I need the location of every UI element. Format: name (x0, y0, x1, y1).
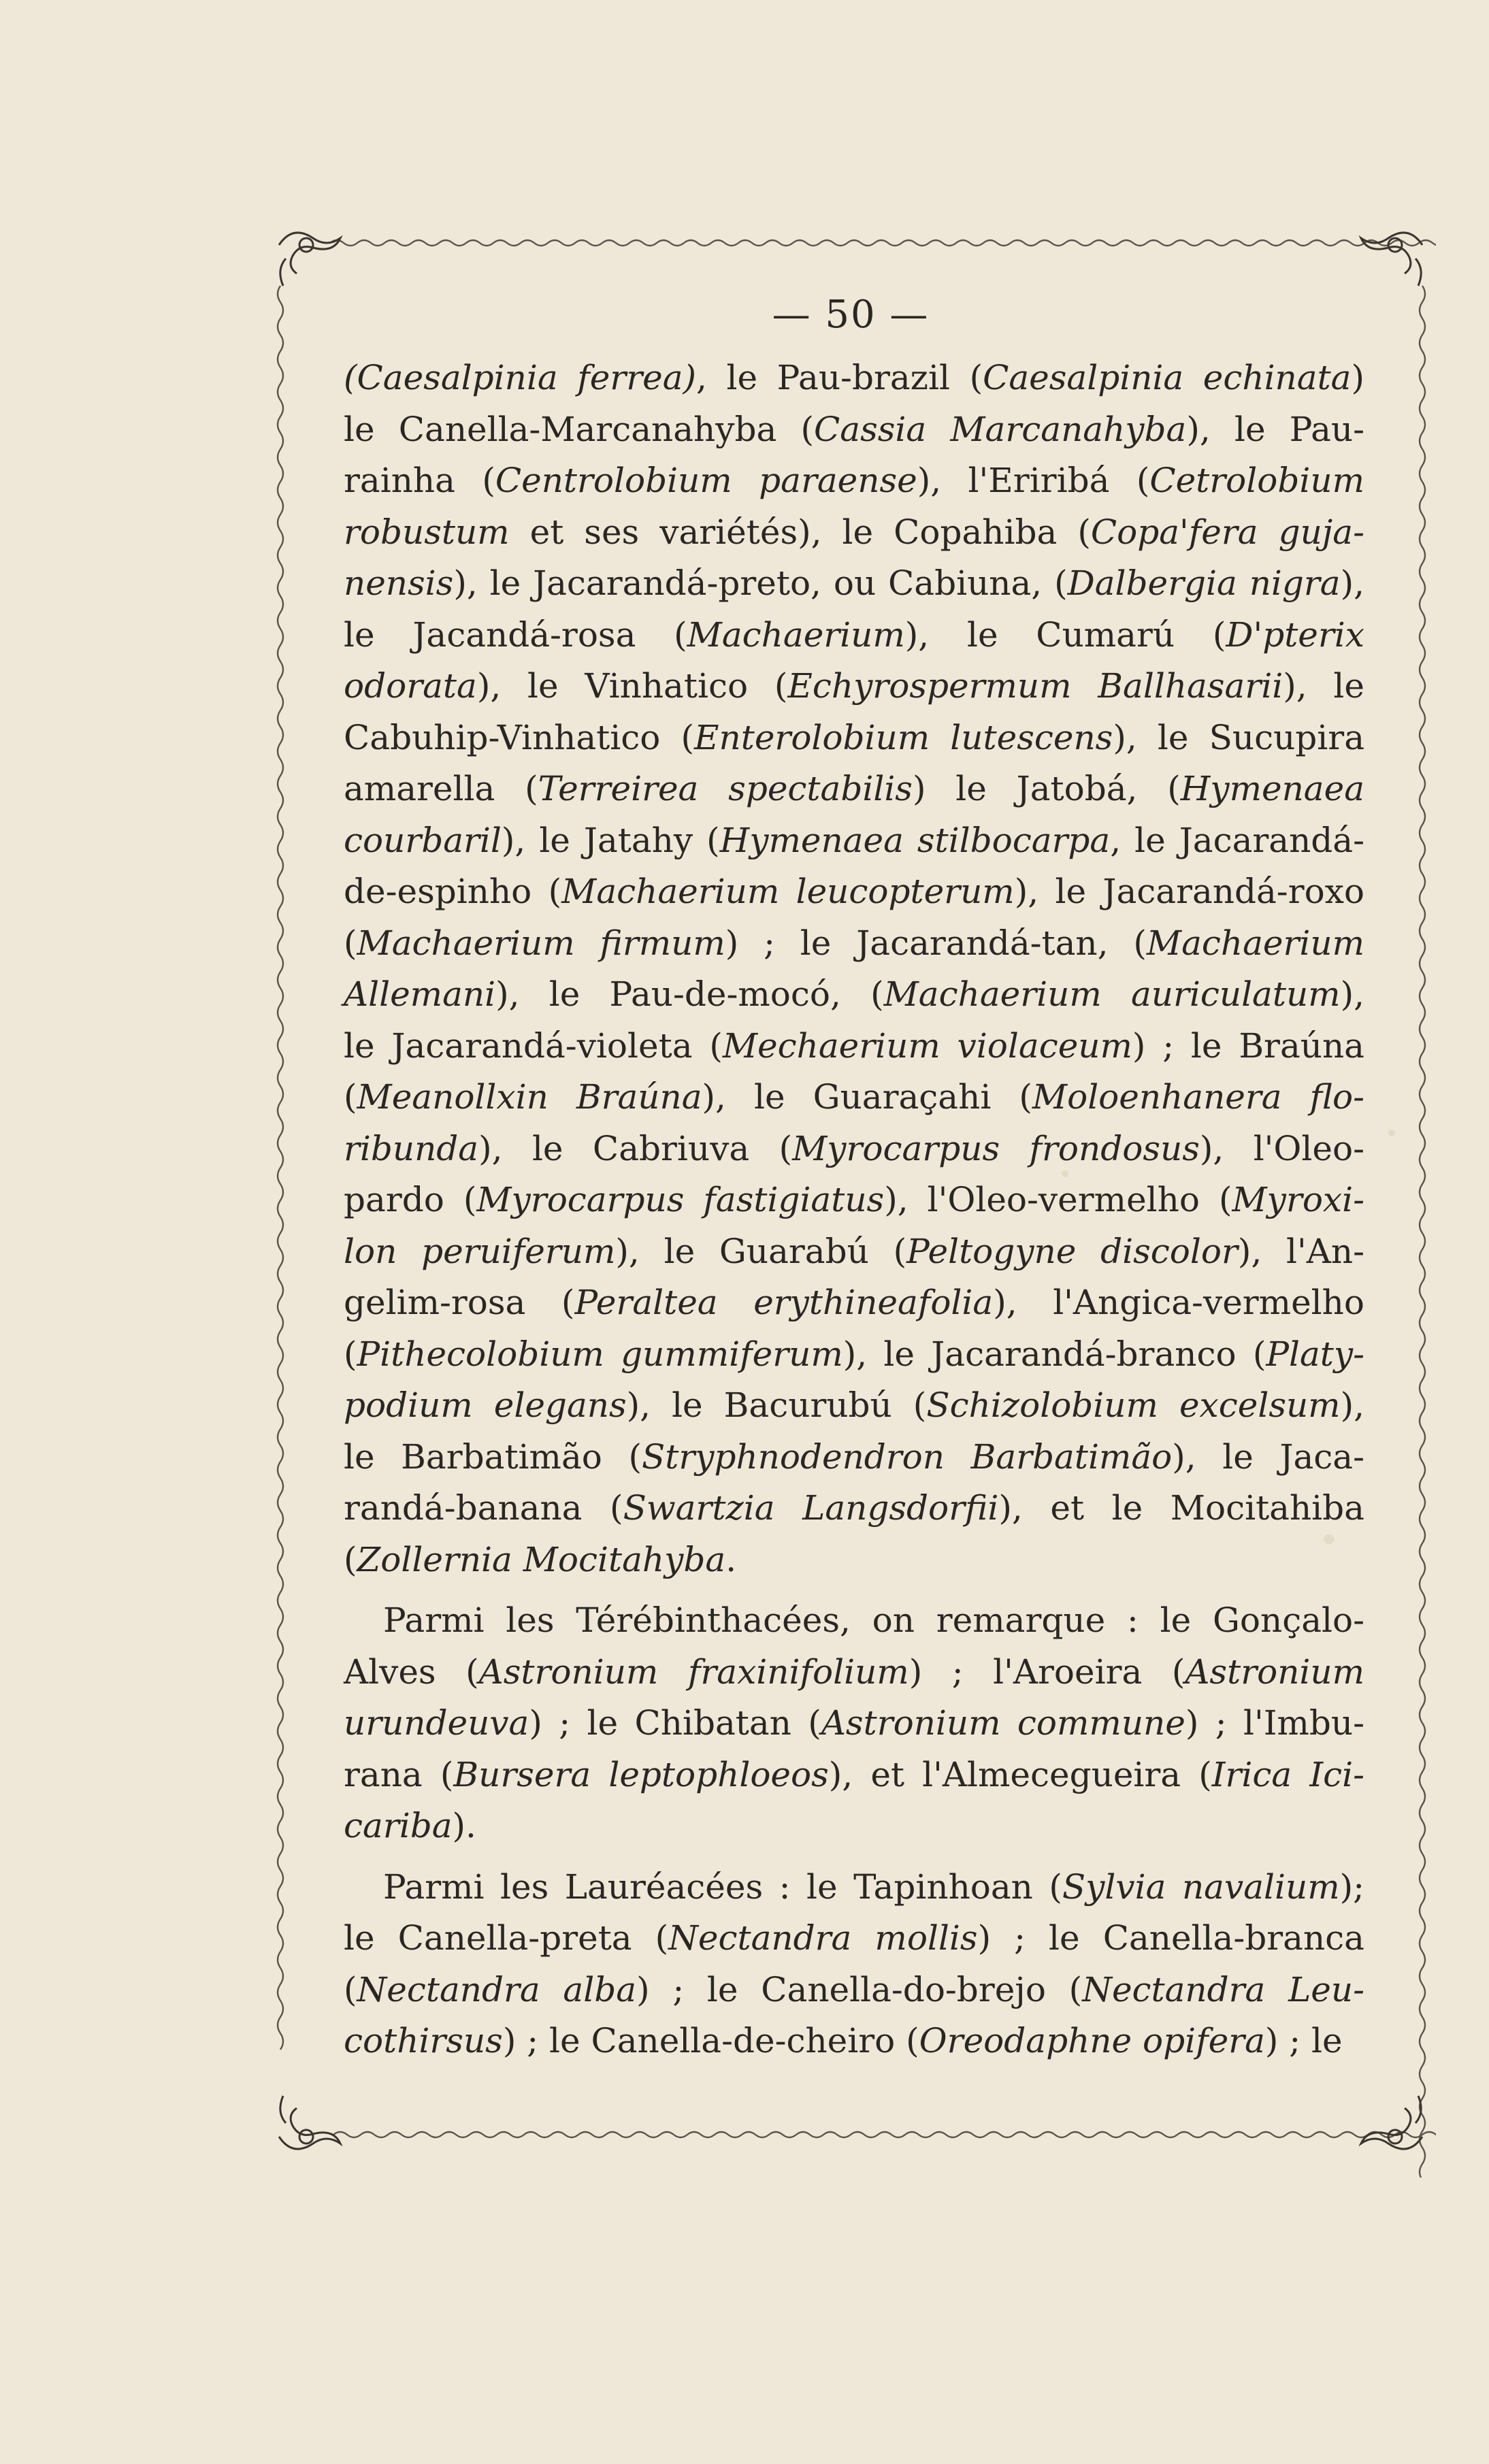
text-line (344, 1862, 1364, 1913)
species-name: Machaerium auriculatum (883, 974, 1341, 1014)
text-run: ), le Sucupira (1113, 717, 1365, 757)
text-line (344, 610, 1364, 661)
species-name: Nectandra alba (357, 1969, 637, 2009)
text-line (344, 1380, 1364, 1432)
text-line (344, 1801, 1364, 1852)
text-line (344, 1174, 1364, 1226)
species-name: courbaril (344, 820, 502, 860)
text-line (344, 1483, 1364, 1534)
paragraph-gap (344, 1586, 1364, 1595)
text-run: ), (1340, 563, 1365, 603)
text-line (344, 507, 1364, 559)
text-run: ) ; le Canella-do-brejo ( (636, 1969, 1083, 2009)
species-name: Echyrospermum Ballhasarii (787, 666, 1283, 706)
species-name: Myrocarpus fastigiatus (476, 1180, 885, 1219)
text-run: ), le Jacarandá-preto, ou Cabiuna, ( (453, 563, 1068, 603)
text-run: ), l'An- (1237, 1231, 1364, 1271)
text-run: ), le Pau-de-mocó, ( (495, 974, 884, 1014)
text-run: ( (344, 1077, 357, 1117)
paragraph-gap (344, 1852, 1364, 1862)
text-run: pardo ( (344, 1180, 477, 1219)
text-run: , le Pau-brazil ( (696, 358, 983, 397)
species-name: Myrocarpus frondosus (792, 1128, 1200, 1168)
species-name: Cetrolobium (1149, 461, 1364, 500)
text-line (344, 352, 1364, 404)
species-name: D'pterix (1226, 614, 1364, 655)
species-name: odorata (344, 666, 477, 706)
text-run: rainha ( (344, 461, 495, 500)
text-line (344, 1913, 1364, 1965)
text-line (344, 815, 1364, 867)
text-run: le Canella-Marcanahyba ( (344, 409, 814, 449)
text-run: ), (1340, 974, 1364, 1014)
species-name: Astronium fraxinifolium (478, 1652, 909, 1692)
text-run: ), le Cabriuva ( (478, 1128, 793, 1168)
text-run: ) ; le (1264, 2021, 1343, 2060)
species-name: Caesalpinia echinata (983, 358, 1352, 397)
text-run: , le Jacarandá- (1110, 820, 1365, 860)
species-name: Zollernia Mocitahyba (357, 1539, 726, 1579)
text-line (344, 1072, 1364, 1123)
text-run: le Canella-preta ( (344, 1918, 669, 1958)
text-run: ), l'Oleo- (1199, 1128, 1364, 1168)
species-name: Astronium (1185, 1652, 1364, 1692)
text-run: ), le Jacarandá-branco ( (842, 1334, 1266, 1374)
text-line (344, 969, 1364, 1021)
text-run: ), le Jaca- (1172, 1436, 1364, 1477)
text-run: ), le Pau- (1186, 409, 1365, 449)
text-run: ) ; le Canella-branca (977, 1918, 1364, 1958)
text-run: ), le (1283, 666, 1365, 706)
species-name: Oreodaphne opifera (919, 2021, 1265, 2060)
page-frame (265, 204, 1436, 2178)
species-name: Platy- (1266, 1334, 1365, 1374)
text-run: rana ( (344, 1754, 454, 1794)
species-name: (Caesalpinia ferrea) (344, 358, 697, 397)
species-name: Myroxi- (1232, 1180, 1364, 1219)
text-line (344, 1647, 1364, 1698)
text-run: ( (344, 1539, 357, 1579)
species-name: Irica Ici- (1211, 1754, 1365, 1794)
text-run: ) ; le Canella-de-cheiro ( (502, 2021, 919, 2060)
text-line (344, 1432, 1364, 1483)
text-run: ), le Bacurubú ( (626, 1385, 927, 1425)
text-run: . (725, 1539, 737, 1579)
species-name: Machaerium (1146, 923, 1364, 963)
text-run: ) ; le Chibatan ( (529, 1703, 821, 1743)
text-run: le Barbatimão ( (344, 1436, 642, 1477)
text-run: ), l'Oleo-vermelho ( (884, 1180, 1232, 1219)
text-line (344, 1534, 1364, 1586)
species-name: ribunda (344, 1128, 479, 1168)
text-run: ), le Jacarandá-roxo (1014, 872, 1364, 911)
species-name: Moloenhanera flo- (1032, 1077, 1364, 1117)
text-line (344, 1226, 1364, 1278)
text-line (344, 558, 1364, 610)
text-run: Alves ( (344, 1652, 479, 1692)
species-name: nensis (344, 563, 454, 603)
text-run: ), le Cumarú ( (904, 614, 1226, 655)
text-line (344, 1750, 1364, 1801)
text-run: Parmi les Térébinthacées, on remarque : le Gonçalo- (383, 1600, 1364, 1640)
text-run: gelim-rosa ( (344, 1283, 575, 1322)
text-run: ( (344, 923, 357, 963)
text-line (344, 918, 1364, 970)
species-name: lon peruiferum (344, 1231, 616, 1271)
species-name: Schizolobium excelsum (926, 1385, 1341, 1425)
text-line (344, 1329, 1364, 1381)
text-line (344, 2016, 1364, 2067)
species-name: Meanollxin Braúna (357, 1077, 702, 1117)
text-run: le Jacandá-rosa ( (344, 614, 687, 655)
body-text (344, 352, 1364, 2067)
text-run: le Jacarandá-violeta ( (344, 1025, 723, 1066)
species-name: Copa'fera guja- (1090, 512, 1364, 552)
text-line (344, 661, 1364, 712)
species-name: Bursera leptophloeos (453, 1754, 829, 1794)
species-name: Machaerium (687, 614, 905, 655)
species-name: Dalbergia nigra (1067, 563, 1341, 603)
species-name: Nectandra mollis (668, 1918, 978, 1958)
text-run: ), l'Angica-vermelho (993, 1283, 1364, 1322)
text-line (344, 1021, 1364, 1072)
text-line (344, 1595, 1364, 1647)
species-name: Peraltea erythineafolia (574, 1283, 994, 1322)
species-name: cariba (344, 1806, 453, 1845)
text-run: ), l'Eriribá ( (917, 461, 1150, 500)
text-run: de-espinho ( (344, 872, 562, 911)
species-name: Swartzia Langsdorfii (623, 1488, 999, 1528)
text-run: ), le Jatahy ( (501, 820, 720, 860)
text-run: ) (1351, 358, 1364, 397)
text-line (344, 1965, 1364, 2016)
text-line (344, 1123, 1364, 1175)
species-name: Hymenaea stilbocarpa (719, 820, 1111, 860)
species-name: Peltogyne discolor (906, 1231, 1238, 1271)
text-run: ( (344, 1334, 357, 1374)
text-run: ), et l'Almecegueira ( (828, 1754, 1212, 1794)
species-name: robustum (344, 512, 510, 552)
text-run: Cabuhip-Vinhatico ( (344, 717, 695, 757)
species-name: Machaerium firmum (357, 923, 725, 963)
species-name: Mechaerium violaceum (722, 1025, 1132, 1066)
species-name: Sylvia navalium (1062, 1867, 1340, 1907)
species-name: Cassia Marcanahyba (814, 409, 1187, 449)
text-run: ) ; l'Imbu- (1185, 1703, 1364, 1743)
text-run: Parmi les Lauréacées : le Tapinhoan ( (383, 1867, 1062, 1907)
text-run: ) ; le Jacarandá-tan, ( (725, 923, 1147, 963)
text-run: ) ; le Braúna (1132, 1025, 1364, 1066)
text-run: ), et le Mocitahiba (998, 1488, 1364, 1528)
text-run: ( (344, 1969, 357, 2009)
species-name: Astronium commune (821, 1703, 1185, 1743)
text-line (344, 712, 1364, 764)
species-name: Stryphnodendron Barbatimão (641, 1436, 1173, 1477)
species-name: cothirsus (344, 2021, 503, 2060)
species-name: Centrolobium paraense (495, 461, 917, 500)
text-run: ) ; l'Aroeira ( (909, 1652, 1185, 1692)
species-name: Pithecolobium gummiferum (357, 1334, 843, 1374)
text-run: ); (1339, 1867, 1364, 1907)
text-run: et ses variétés), le Copahiba ( (509, 512, 1091, 552)
text-run: amarella ( (344, 769, 538, 808)
text-run: ) le Jatobá, ( (912, 769, 1181, 808)
species-name: podium elegans (344, 1385, 627, 1425)
species-name: urundeuva (344, 1703, 529, 1743)
page-number: — 50 — (772, 293, 930, 337)
text-line (344, 1698, 1364, 1750)
species-name: Nectandra Leu- (1082, 1969, 1364, 2009)
text-run: randá-banana ( (344, 1488, 623, 1528)
species-name: Allemani (344, 974, 496, 1014)
species-name: Enterolobium lutescens (694, 717, 1113, 757)
text-run: ), le Vinhatico ( (476, 666, 788, 706)
species-name: Machaerium leucopterum (561, 872, 1015, 911)
text-line (344, 763, 1364, 815)
text-run: ), le Guarabú ( (615, 1231, 907, 1271)
text-line (344, 404, 1364, 456)
text-line (344, 455, 1364, 507)
text-run: ). (452, 1806, 476, 1845)
text-line (344, 1277, 1364, 1329)
text-run: ), le Guaraçahi ( (702, 1077, 1032, 1117)
species-name: Hymenaea (1180, 769, 1364, 808)
text-line (344, 866, 1364, 918)
text-run: ), (1340, 1385, 1365, 1425)
species-name: Terreirea spectabilis (538, 769, 913, 808)
